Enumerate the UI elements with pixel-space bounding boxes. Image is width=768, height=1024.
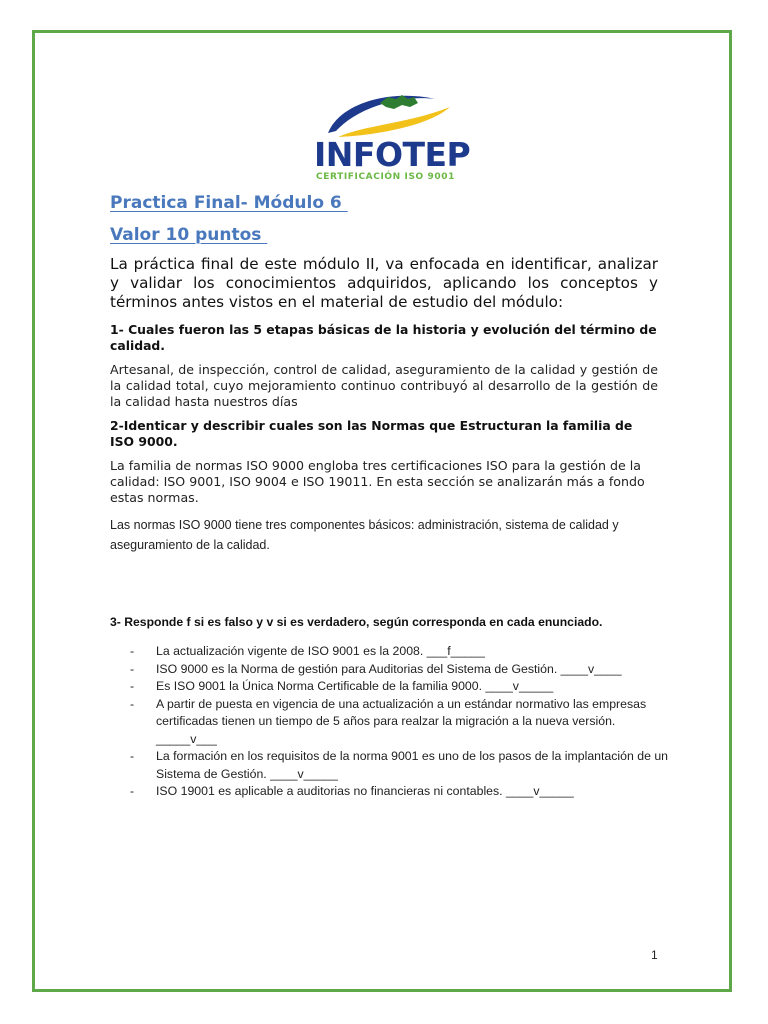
page-number: 1 xyxy=(651,948,658,962)
question-3: 3- Responde f si es falso y v si es verdadero, según corresponda en cada enunciado. xyxy=(110,615,603,629)
item-answer: ____v_____ xyxy=(270,766,338,781)
list-item xyxy=(130,783,670,801)
document-title: Practica Final- Módulo 6 xyxy=(110,193,348,213)
question-1: 1- Cuales fueron las 5 etapas básicas de la historia y evolución del término de calidad. xyxy=(110,322,657,353)
item-text: ISO 19001 es aplicable a auditorias no financieras ni contables. xyxy=(156,784,506,798)
list-item xyxy=(130,678,670,696)
document-subtitle: Valor 10 puntos xyxy=(110,225,268,245)
list-dash: - xyxy=(130,679,135,693)
answer-2-components: Las normas ISO 9000 tiene tres componentes básicos: administración, sistema de calidad y aseguramiento de la calidad. xyxy=(110,518,619,552)
item-answer: ____v_____ xyxy=(506,784,574,798)
answer-2: La familia de normas ISO 9000 engloba tres certificaciones ISO para la gestión de la calidad: ISO 9001, ISO 9004 e ISO 19011. En esta sección se analizarán más a fondo estas normas. xyxy=(110,458,645,505)
list-item xyxy=(130,748,670,783)
question-2: 2-Identicar y describir cuales son las Normas que Estructuran la familia de ISO 9000. xyxy=(110,418,633,449)
list-dash: - xyxy=(130,784,135,798)
item-answer: ___f_____ xyxy=(426,644,485,658)
true-false-list xyxy=(130,643,670,801)
item-text: La actualización vigente de ISO 9001 es la 2008. xyxy=(156,644,427,658)
item-answer: ____v____ xyxy=(560,661,622,676)
intro-paragraph: La práctica final de este módulo II, va enfocada en identificar, analizar y validar los conocimientos adquiridos, aplicando los conceptos y términos antes vistos en el material de estudio del módulo: xyxy=(110,255,658,311)
list-item xyxy=(130,661,670,679)
item-text: A partir de puesta en vigencia de una actualización a un estándar normativo las empresas certificadas tienen un tiempo de 5 años para realzar la migración a la nueva versión. xyxy=(156,696,647,728)
list-dash: - xyxy=(130,644,135,658)
list-dash: - xyxy=(130,696,135,711)
list-item xyxy=(130,643,670,661)
infotep-logo xyxy=(310,85,471,185)
answer-1: Artesanal, de inspección, control de calidad, aseguramiento de la calidad y gestión de la calidad total, cuyo mejoramiento continuo contribuyó al desarrollo de la gestión de la calidad hasta nuestros días xyxy=(110,362,658,409)
item-text: Es ISO 9001 la Única Norma Certificable de la familia 9000. xyxy=(156,679,486,693)
logo-name: INFOTEP xyxy=(314,135,471,174)
list-dash: - xyxy=(130,749,135,763)
list-dash: - xyxy=(130,661,135,676)
item-text: ISO 9000 es la Norma de gestión para Auditorias del Sistema de Gestión. xyxy=(156,661,561,676)
item-answer: ____v_____ xyxy=(485,679,554,693)
list-item xyxy=(130,696,670,749)
item-text: La formación en los requisitos de la norma 9001 es uno de los pasos de la implantación de un Sistema de Gestión. xyxy=(156,749,669,781)
item-answer: _____v___ xyxy=(156,731,217,746)
logo-certification: CERTIFICACIÓN ISO 9001 xyxy=(316,172,455,182)
